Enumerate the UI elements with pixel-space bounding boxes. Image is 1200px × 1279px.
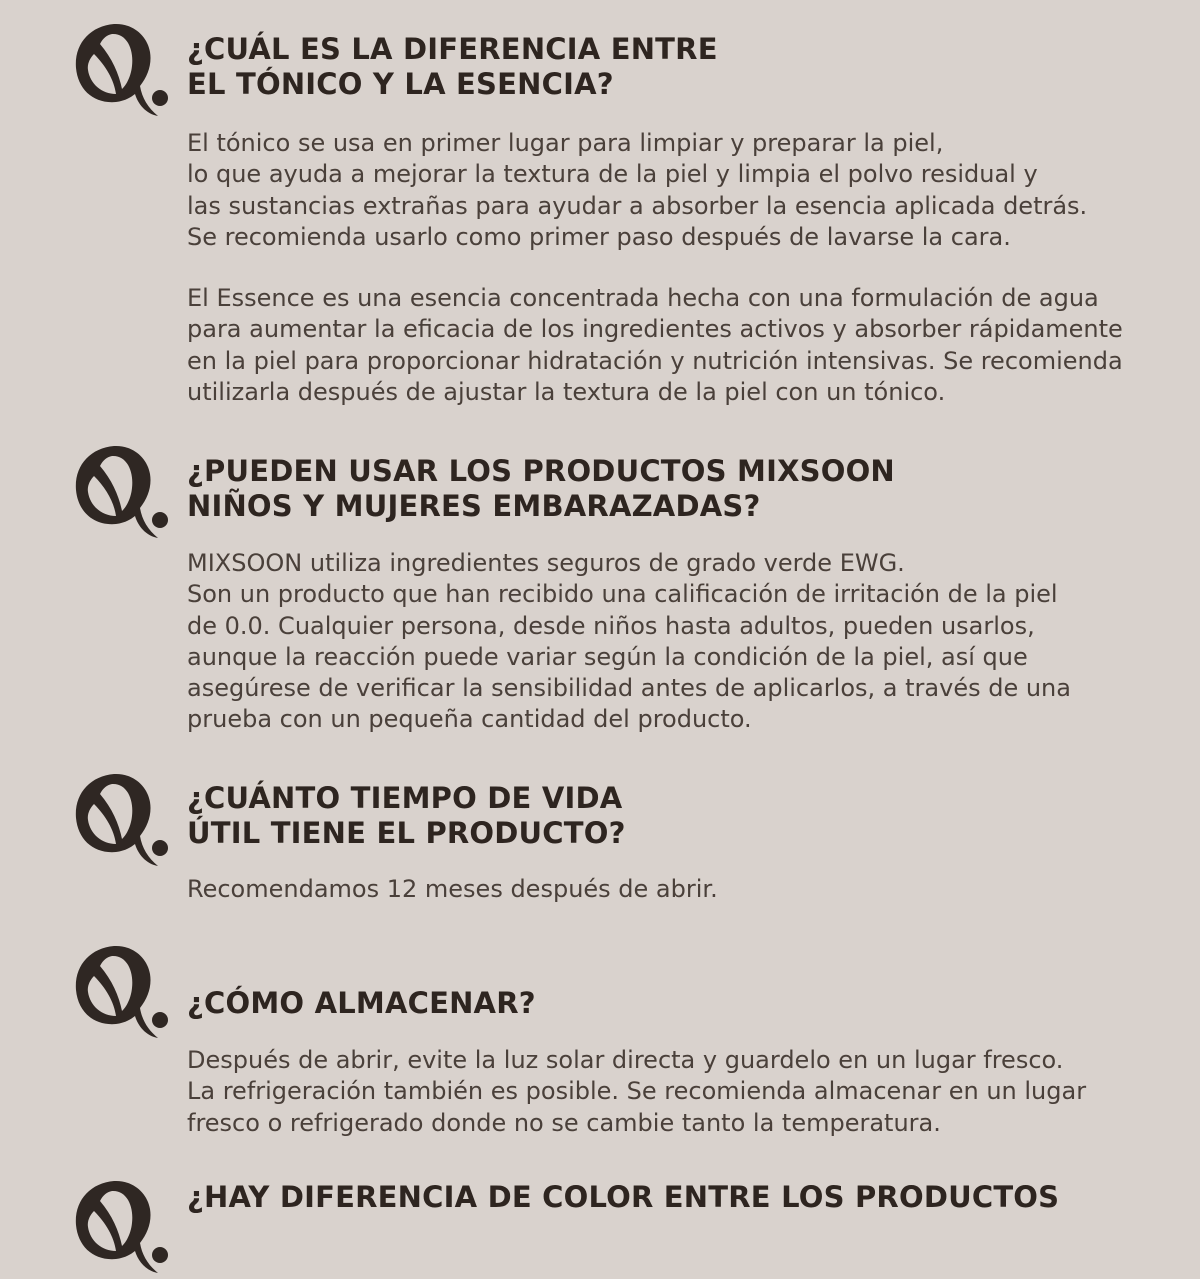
q-logo-icon bbox=[72, 940, 172, 1040]
faq-question bbox=[187, 32, 718, 102]
faq-answer bbox=[187, 548, 1071, 736]
faq-question-line: ¿CUÁL ES LA DIFERENCIA ENTRE bbox=[187, 32, 718, 66]
faq-question bbox=[187, 986, 536, 1021]
faq-answer-line: MIXSOON utiliza ingredientes seguros de grado verde EWG. bbox=[187, 549, 905, 577]
faq-question-line: ¿CUÁNTO TIEMPO DE VIDA bbox=[187, 781, 623, 815]
faq-answer-line: prueba con un pequeña cantidad del producto. bbox=[187, 705, 752, 734]
faq-answer-line: Recomendamos 12 meses después de abrir. bbox=[187, 875, 718, 903]
q-logo-icon bbox=[72, 18, 172, 118]
q-logo-icon bbox=[72, 1175, 172, 1275]
faq-answer-line: Se recomienda usarlo como primer paso después de lavarse la cara. bbox=[187, 222, 1011, 251]
faq-answer-line: fresco o refrigerado donde no se cambie tanto la temperatura. bbox=[187, 1108, 941, 1137]
faq-question bbox=[187, 781, 626, 851]
faq-answer bbox=[187, 128, 1123, 408]
faq-question bbox=[187, 454, 895, 524]
faq-question-line: NIÑOS Y MUJERES EMBARAZADAS? bbox=[187, 489, 761, 523]
faq-answer-line: El Essence es una esencia concentrada hecha con una formulación de agua bbox=[187, 284, 1099, 313]
faq-answer-line: aunque la reacción puede variar según la condición de la piel, así que bbox=[187, 642, 1028, 671]
q-logo-icon bbox=[72, 440, 172, 540]
faq-answer-line: Después de abrir, evite la luz solar directa y guardelo en un lugar fresco. bbox=[187, 1046, 1064, 1074]
faq-question bbox=[187, 1180, 1059, 1215]
faq-answer bbox=[187, 874, 718, 905]
faq-answer-line: El tónico se usa en primer lugar para limpiar y preparar la piel, bbox=[187, 129, 944, 157]
faq-answer-line: La refrigeración también es posible. Se recomienda almacenar en un lugar bbox=[187, 1077, 1087, 1106]
faq-question-line: EL TÓNICO Y LA ESENCIA? bbox=[187, 67, 614, 101]
faq-answer-line: lo que ayuda a mejorar la textura de la piel y limpia el polvo residual y bbox=[187, 160, 1038, 189]
q-logo-icon bbox=[72, 768, 172, 868]
faq-answer bbox=[187, 1045, 1086, 1139]
faq-question-line: ¿CÓMO ALMACENAR? bbox=[187, 986, 536, 1020]
faq-question-line: ¿HAY DIFERENCIA DE COLOR ENTRE LOS PRODUCTOS bbox=[187, 1180, 1060, 1214]
paragraph-gap bbox=[187, 253, 1123, 283]
faq-answer-line: Son un producto que han recibido una calificación de irritación de la piel bbox=[187, 580, 1058, 609]
faq-answer-line: las sustancias extrañas para ayudar a absorber la esencia aplicada detrás. bbox=[187, 191, 1088, 220]
faq-answer-line: en la piel para proporcionar hidratación y nutrición intensivas. Se recomienda bbox=[187, 346, 1123, 375]
faq-answer-line: asegúrese de verificar la sensibilidad antes de aplicarlos, a través de una bbox=[187, 674, 1071, 703]
faq-question-line: ¿PUEDEN USAR LOS PRODUCTOS MIXSOON bbox=[187, 454, 895, 488]
faq-answer-line: para aumentar la eficacia de los ingredientes activos y absorber rápidamente bbox=[187, 315, 1123, 344]
faq-answer-line: de 0.0. Cualquier persona, desde niños hasta adultos, pueden usarlos, bbox=[187, 611, 1035, 640]
faq-question-line: ÚTIL TIENE EL PRODUCTO? bbox=[187, 816, 626, 850]
faq-answer-line: utilizarla después de ajustar la textura de la piel con un tónico. bbox=[187, 378, 946, 407]
